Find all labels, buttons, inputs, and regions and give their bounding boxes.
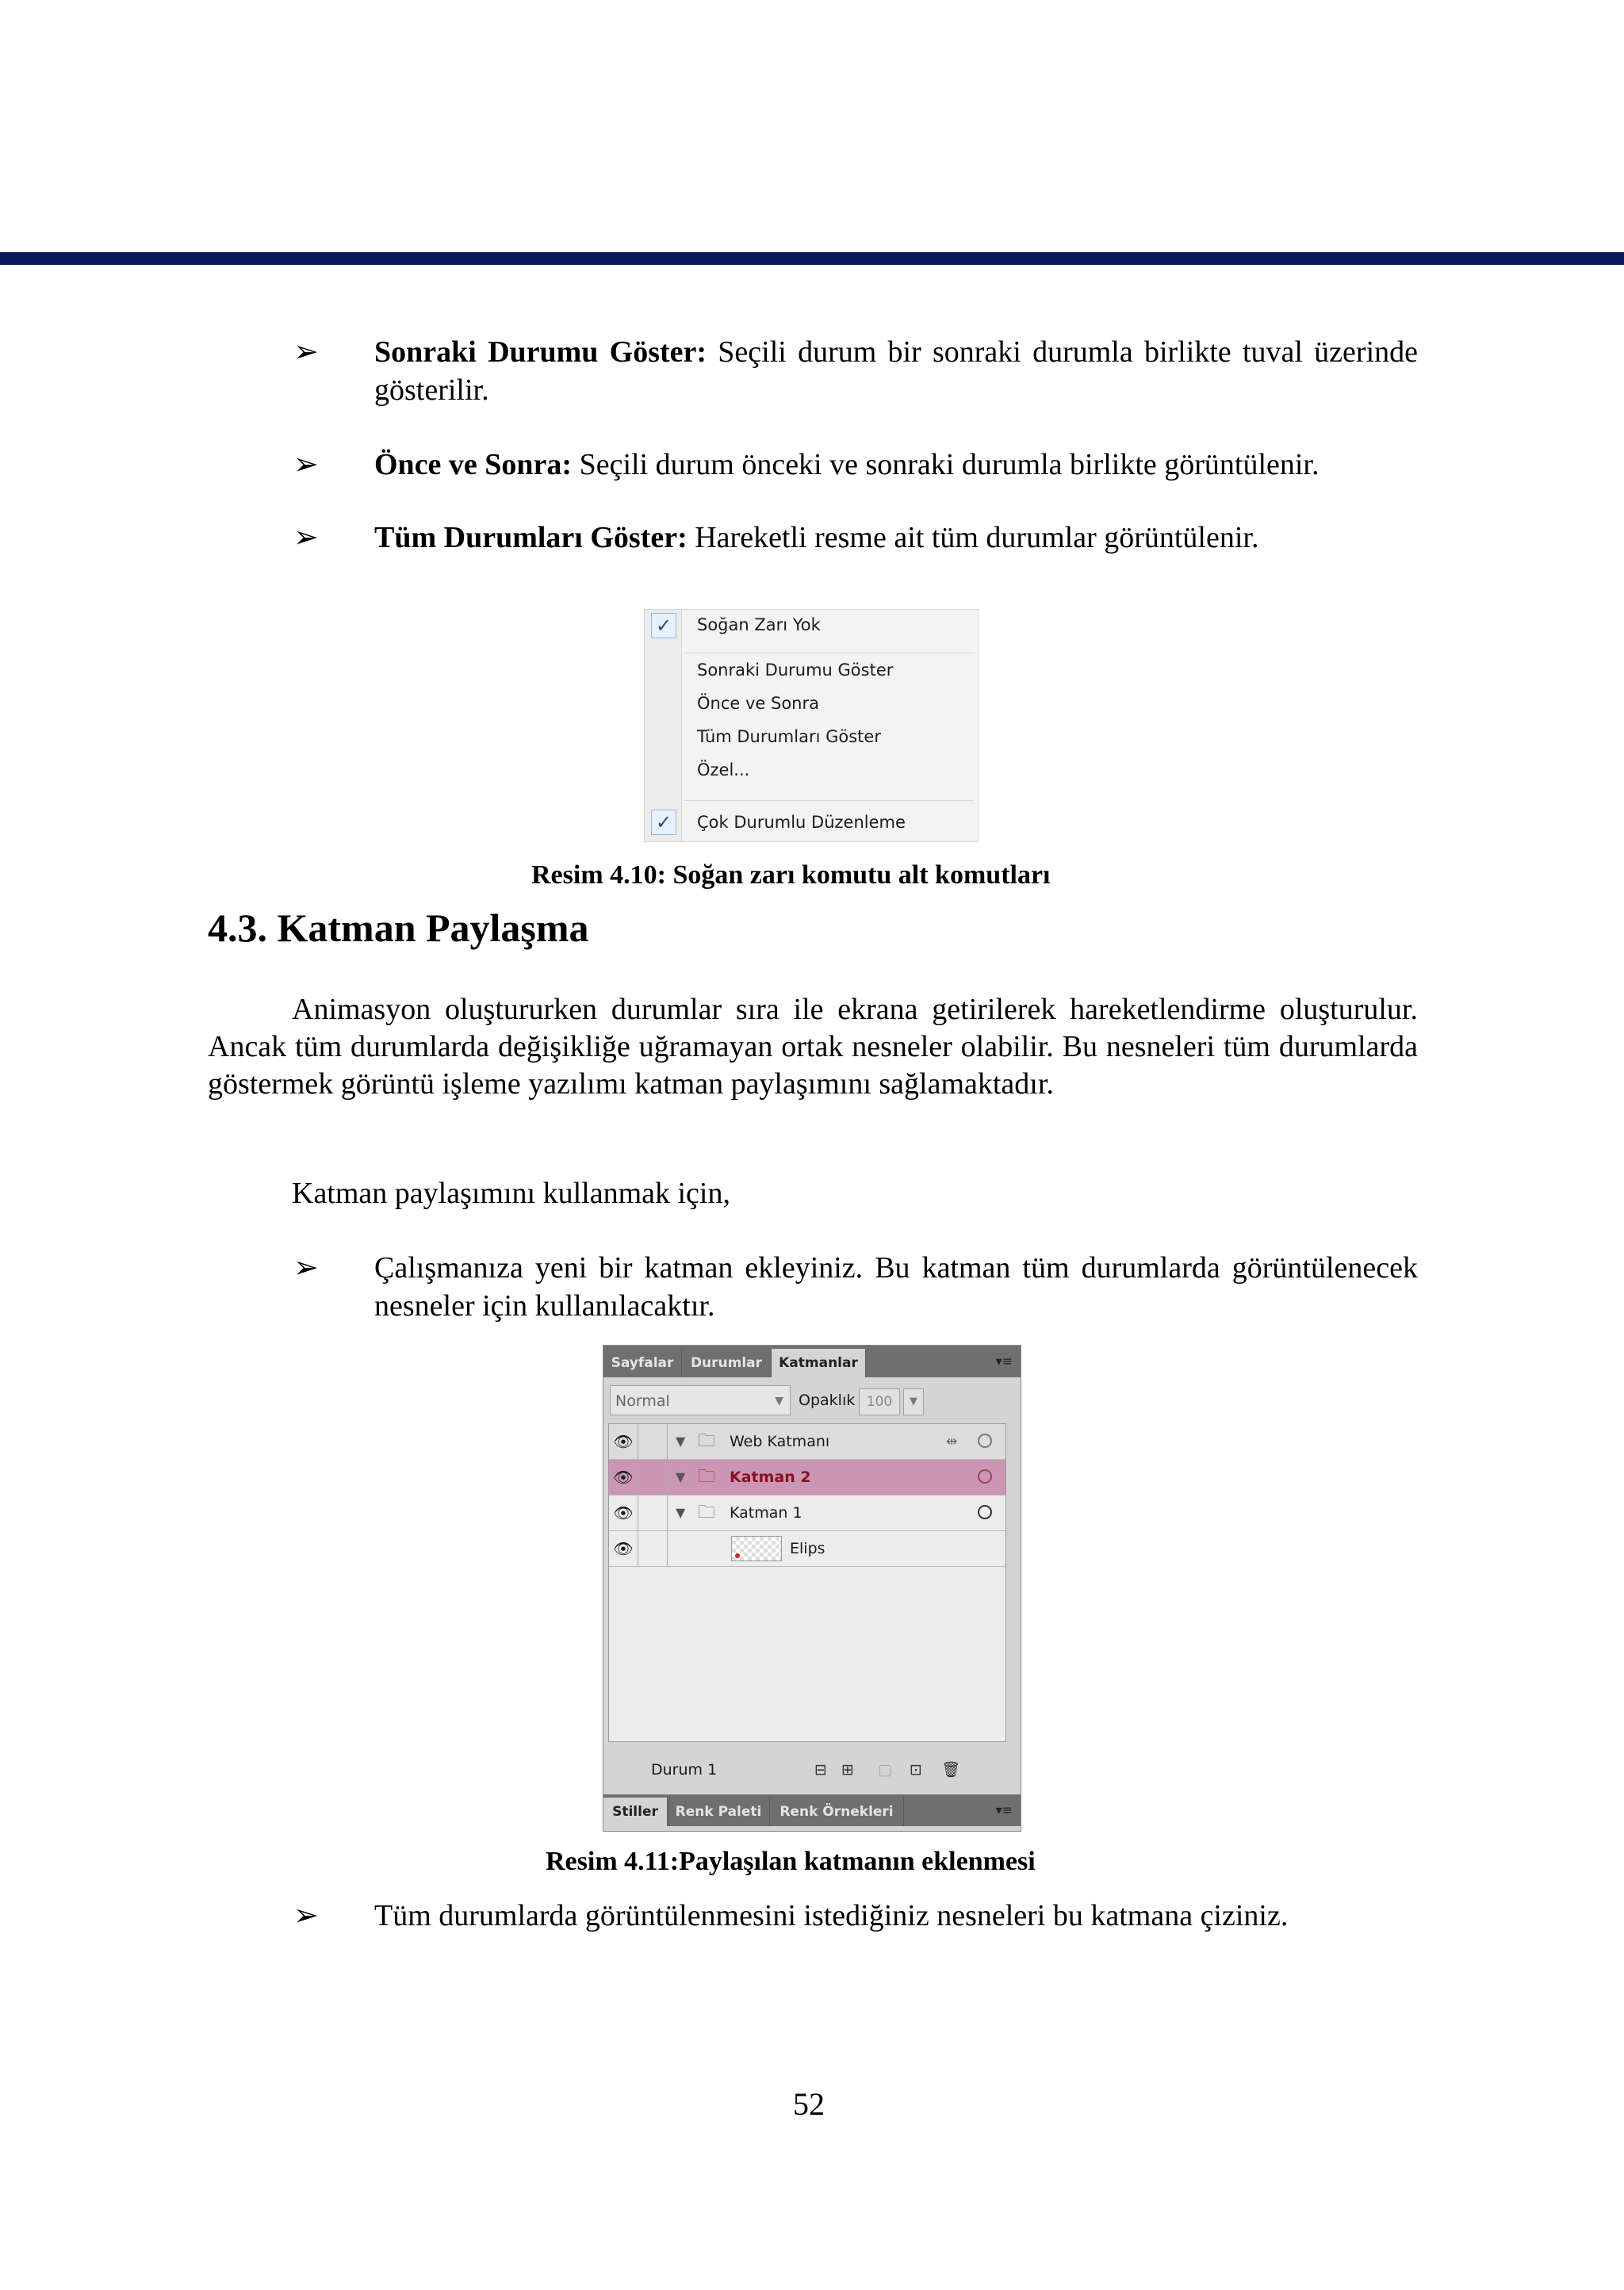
panel-menu-icon[interactable]: ▾≡ — [995, 1354, 1013, 1369]
eye-icon[interactable]: 👁 — [609, 1424, 638, 1459]
figure-caption: Resim 4.10: Soğan zarı komutu alt komutları — [531, 860, 1051, 890]
layer-row-katman-1[interactable] — [609, 1495, 1005, 1531]
body-paragraph: Animasyon oluştururken durumlar sıra ile ekrana getirilerek hareketlendirme oluşturulur. Ancak tüm durumlarda değişikliğe uğramayan ortak nesneler olabilir. Bu nesneleri tüm durumlarda göstermek görüntü işleme yazılımı katman paylaşımını sağlamaktadır. — [208, 993, 1418, 1101]
bullet-term: Tüm Durumları Göster: — [374, 521, 688, 554]
eye-icon[interactable]: 👁 — [609, 1495, 638, 1530]
menu-gutter — [645, 610, 682, 841]
expand-triangle-icon[interactable]: ▼ — [676, 1434, 686, 1449]
bullet-marker: ➢ — [293, 521, 319, 554]
opacity-input[interactable]: 100 — [859, 1388, 900, 1415]
lock-toggle[interactable] — [638, 1531, 668, 1566]
tab-layers[interactable]: Katmanlar — [772, 1349, 866, 1377]
bullet-term: Sonraki Durumu Göster: — [374, 335, 707, 369]
bullet-text: Tüm durumlarda görüntülenmesini istediğiniz nesneleri bu katmana çiziniz. — [374, 1899, 1289, 1932]
tab-styles[interactable]: Stiller — [603, 1798, 668, 1826]
menu-item-multi-frame-edit[interactable]: Çok Durumlu Düzenleme — [697, 813, 906, 832]
bullet-term: Önce ve Sonra: — [374, 448, 573, 481]
expand-triangle-icon[interactable]: ▼ — [676, 1469, 686, 1484]
new-sublayer-icon[interactable]: ⊞ — [841, 1761, 854, 1779]
layer-name: Elips — [790, 1540, 825, 1557]
menu-separator — [684, 800, 975, 801]
frame-label: Durum 1 — [651, 1761, 718, 1779]
menu-item-before-after[interactable]: Önce ve Sonra — [697, 694, 819, 713]
bullet-text — [374, 333, 1418, 409]
lock-toggle[interactable] — [638, 1424, 668, 1459]
panel-menu-icon[interactable]: ▾≡ — [995, 1802, 1013, 1817]
menu-item-custom[interactable]: Özel... — [697, 760, 750, 779]
check-icon: ✓ — [651, 613, 676, 638]
bitmap-icon[interactable]: ▢ — [878, 1761, 892, 1779]
layer-list — [608, 1423, 1006, 1742]
blend-mode-select[interactable] — [610, 1385, 791, 1415]
chevron-down-icon: ▼ — [775, 1395, 783, 1407]
menu-item-show-all[interactable]: Tüm Durumları Göster — [697, 727, 881, 746]
share-layer-icon[interactable]: ⊟ — [814, 1761, 827, 1779]
tab-swatches[interactable]: Renk Örnekleri — [770, 1798, 904, 1826]
tab-frames[interactable]: Durumlar — [682, 1349, 772, 1377]
intro-text: Katman paylaşımını kullanmak için, — [292, 1177, 730, 1210]
onion-skin-menu — [644, 609, 979, 842]
eye-icon[interactable]: 👁 — [609, 1460, 638, 1495]
header-rule — [0, 252, 1624, 265]
figure-caption: Resim 4.11:Paylaşılan katmanın eklenmesi — [546, 1847, 1036, 1876]
opacity-label: Opaklık — [799, 1392, 856, 1409]
bullet-marker: ➢ — [293, 1251, 319, 1285]
layer-name: Katman 2 — [730, 1469, 811, 1486]
expand-triangle-icon[interactable]: ▼ — [676, 1505, 686, 1520]
menu-item-show-next[interactable]: Sonraki Durumu Göster — [697, 661, 894, 680]
folder-icon: 🗀 — [698, 1431, 716, 1451]
object-thumbnail — [731, 1536, 782, 1561]
layer-row-web[interactable] — [609, 1424, 1005, 1460]
tab-color-palette[interactable]: Renk Paleti — [668, 1798, 770, 1826]
bullet-marker: ➢ — [293, 1899, 319, 1932]
bullet-text: Çalışmanıza yeni bir katman ekleyiniz. Bu katman tüm durumlarda görüntülenecek nesneler için kullanılacaktır. — [374, 1251, 1418, 1323]
page-number: 52 — [793, 2086, 825, 2122]
eye-icon[interactable]: 👁 — [609, 1531, 638, 1566]
bullet-desc: Seçili durum önceki ve sonraki durumla birlikte görüntülenir. — [572, 448, 1320, 481]
panel-status-bar — [603, 1750, 1021, 1790]
bullet-marker: ➢ — [293, 335, 319, 369]
folder-icon: 🗀 — [698, 1467, 716, 1487]
share-icon: ⇹ — [946, 1434, 958, 1449]
bullet-desc: Seçili durum bir sonraki durumla birlikte tuval üzerinde gösterilir. — [374, 335, 1418, 407]
bottom-panel-tabs — [603, 1794, 1021, 1826]
tab-pages[interactable]: Sayfalar — [603, 1349, 682, 1377]
layers-panel — [603, 1345, 1021, 1832]
opacity-dropdown-icon[interactable]: ▼ — [903, 1388, 924, 1415]
panel-tabs — [603, 1346, 1021, 1377]
lock-toggle[interactable] — [638, 1460, 668, 1495]
layer-target-icon[interactable] — [978, 1469, 992, 1484]
bullet-text — [374, 446, 1418, 484]
lock-toggle[interactable] — [638, 1495, 668, 1530]
layer-row-katman-2[interactable] — [609, 1460, 1005, 1495]
bullet-marker: ➢ — [293, 448, 319, 481]
layer-target-icon[interactable] — [978, 1434, 992, 1448]
layer-row-elips[interactable] — [609, 1531, 1005, 1567]
bullet-text — [374, 519, 1418, 557]
thumbnail-dot — [735, 1553, 740, 1558]
layer-target-icon[interactable] — [978, 1505, 992, 1519]
folder-icon: 🗀 — [698, 1503, 716, 1522]
section-heading: 4.3. Katman Paylaşma — [208, 906, 589, 950]
blend-mode-value: Normal — [615, 1392, 670, 1410]
bullet-desc: Hareketli resme ait tüm durumlar görüntülenir. — [687, 521, 1259, 554]
trash-icon[interactable]: 🗑 — [941, 1761, 961, 1779]
layer-name: Web Katmanı — [730, 1433, 830, 1450]
new-layer-icon[interactable]: ⊡ — [910, 1761, 922, 1779]
menu-item-no-onion-skin[interactable]: Soğan Zarı Yok — [697, 615, 821, 634]
layer-name: Katman 1 — [730, 1504, 802, 1522]
check-icon: ✓ — [651, 810, 676, 835]
